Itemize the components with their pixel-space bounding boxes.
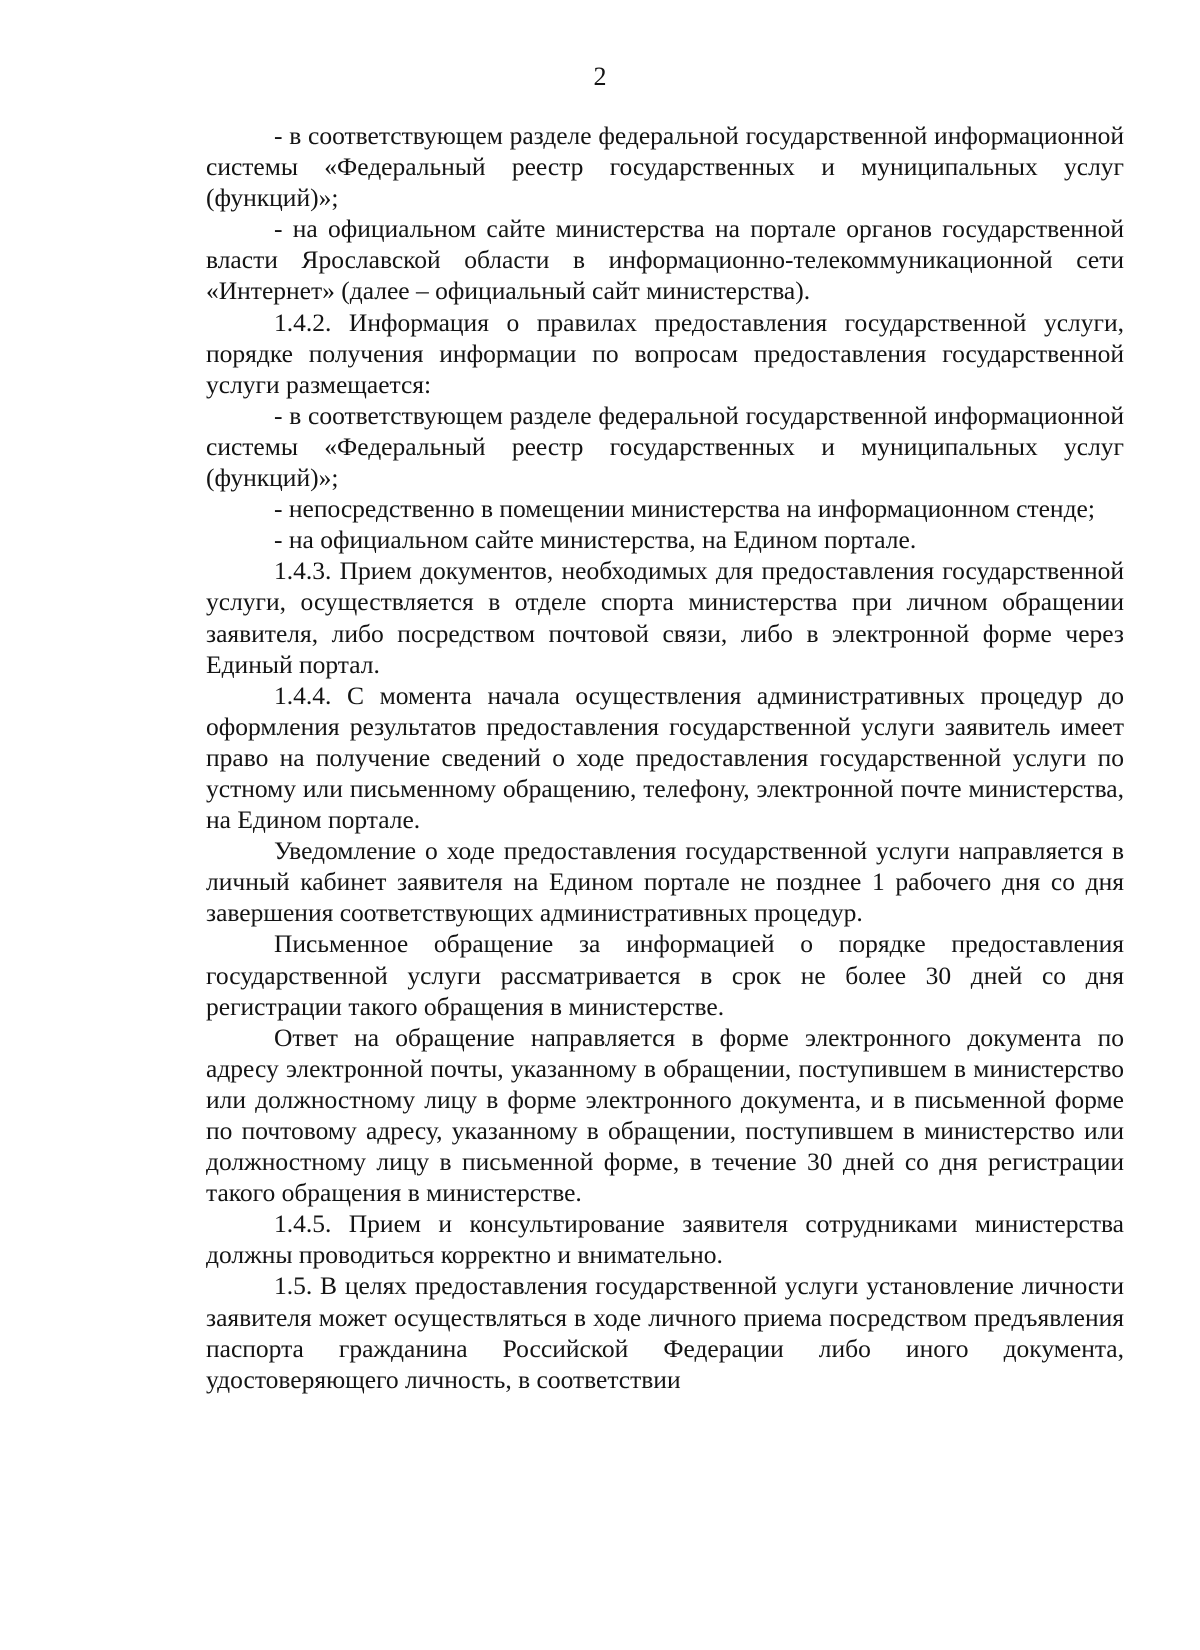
paragraph-10: Письменное обращение за информацией о порядке предоставления государственной услуги рассматривается в срок не более 30 дней со дня регистрации такого обращения в министерстве. [206, 929, 1124, 1021]
paragraph-4: - в соответствующем разделе федеральной государственной информационной системы «Федеральный реестр государственных и муниципальных услуг (функций)»; [206, 400, 1124, 493]
paragraph-2: - на официальном сайте министерства на портале органов государственной власти Ярославской области в информационно-телекоммуникационной сети «Интернет» (далее – официальный сайт министерства). [206, 214, 1124, 306]
paragraph-5: - непосредственно в помещении министерства на информационном стенде; [274, 494, 1095, 524]
paragraph-1: - в соответствующем разделе федеральной государственной информационной системы «Федеральный реестр государственных и муниципальных услуг (функций)»; [206, 121, 1124, 213]
paragraph-9: Уведомление о ходе предоставления государственной услуги направляется в личный кабинет заявителя на Едином портале не позднее 1 рабочего дня со дня завершения соответствующих административных процедур. [206, 836, 1124, 928]
document-body [206, 120, 1124, 1395]
paragraph-11: Ответ на обращение направляется в форме электронного документа по адресу электронной почты, указанному в обращении, поступившем в министерство или должностному лицу в форме электронного документа, и в письменной форме по почтовому адресу, указанному в обращении, поступившем в министерство или должностному лицу в письменной форме, в течение 30 дней со дня регистрации такого обращения в министерстве. [206, 1022, 1124, 1208]
paragraph-3: 1.4.2. Информация о правилах предоставления государственной услуги, порядке получения информации по вопросам предоставления государственной услуги размещается: [206, 307, 1124, 399]
paragraph-7: 1.4.3. Прием документов, необходимых для предоставления государственной услуги, осуществляется в отделе спорта министерства при личном обращении заявителя, либо посредством почтовой связи, либо в электронной форме через Единый портал. [206, 556, 1124, 679]
paragraph-13: 1.5. В целях предоставления государственной услуги установление личности заявителя может осуществляться в ходе личного приема посредством предъявления паспорта гражданина Российской Федерации либо иного документа, удостоверяющего личность, в соответствии [206, 1271, 1124, 1394]
paragraph-8: 1.4.4. С момента начала осуществления административных процедур до оформления результатов предоставления государственной услуги заявитель имеет право на получение сведений о ходе предоставления государственной услуги по устному или письменному обращению, телефону, электронной почте министерства, на Едином портале. [206, 680, 1124, 835]
paragraph-12: 1.4.5. Прием и консультирование заявителя сотрудниками министерства должны проводиться корректно и внимательно. [206, 1209, 1124, 1270]
page-number: 2 [593, 62, 607, 91]
paragraph-6: - на официальном сайте министерства, на Едином портале. [274, 525, 917, 555]
